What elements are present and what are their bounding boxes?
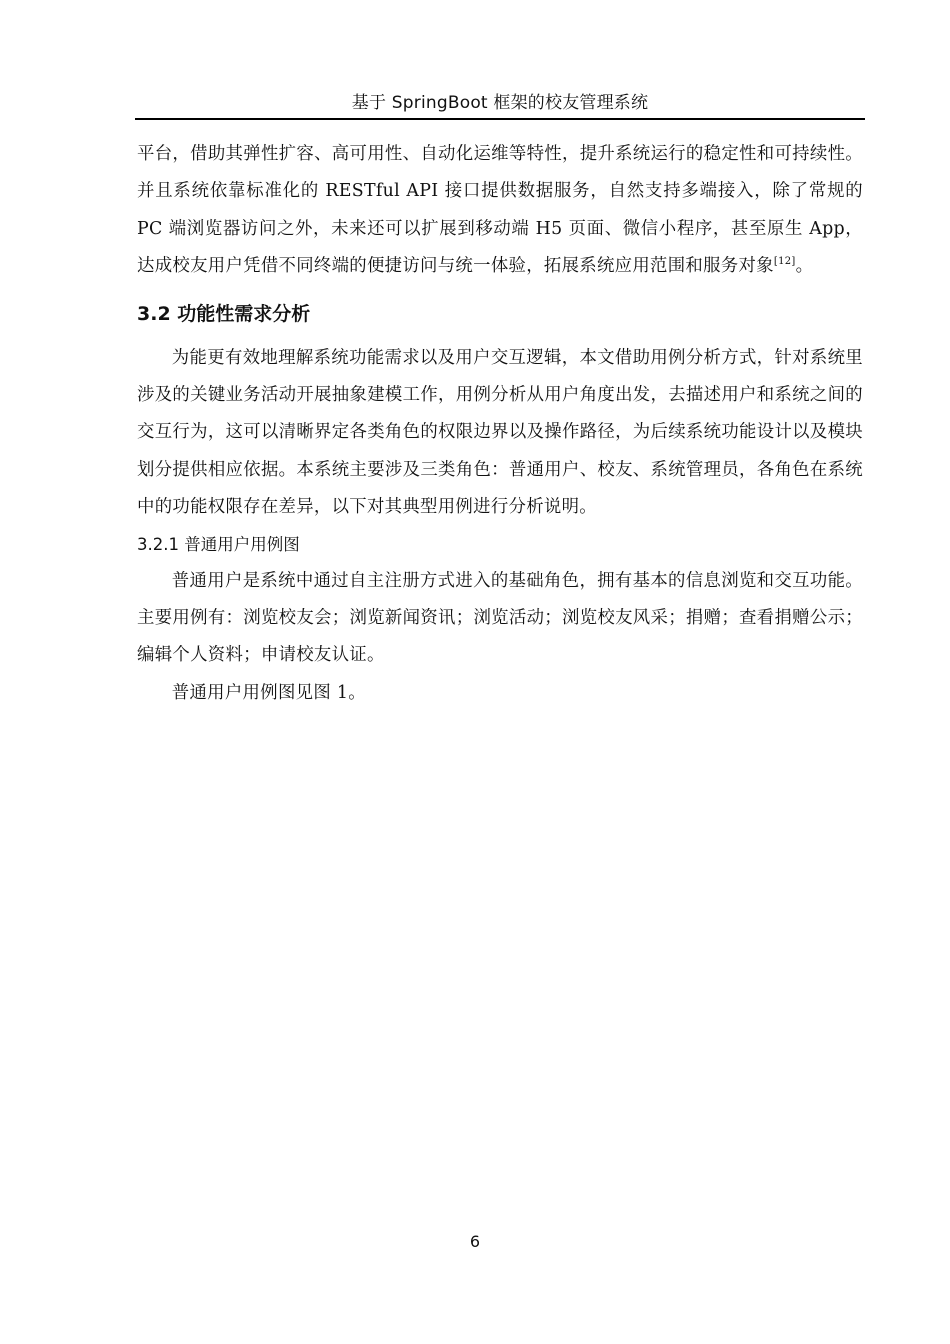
figure-reference-paragraph: 普通用户用例图见图 1。	[171, 682, 366, 703]
header-rule	[135, 118, 865, 120]
continued-paragraph-end: 。	[795, 256, 814, 277]
section-heading: 3.2 功能性需求分析	[137, 302, 311, 325]
citation-marker: [12]	[773, 256, 796, 268]
page-number: 6	[469, 1232, 481, 1251]
subsection-heading: 3.2.1 普通用户用例图	[137, 534, 300, 554]
running-header: 基于 SpringBoot 框架的校友管理系统	[351, 93, 649, 113]
page-body	[137, 136, 863, 712]
section-paragraph: 为能更有效地理解系统功能需求以及用户交互逻辑，本文借助用例分析方式，针对系统里涉及的关键业务活动开展抽象建模工作，用例分析从用户角度出发，去描述用户和系统之间的交互行为，这可以清晰界定各类角色的权限边界以及操作路径，为后续系统功能设计以及模块划分提供相应依据。本系统主要涉及三类角色：普通用户、校友、系统管理员，各角色在系统中的功能权限存在差异，以下对其典型用例进行分析说明。	[137, 347, 863, 518]
subsection-paragraph: 普通用户是系统中通过自主注册方式进入的基础角色，拥有基本的信息浏览和交互功能。主要用例有：浏览校友会；浏览新闻资讯；浏览活动；浏览校友风采；捐赠；查看捐赠公示；编辑个人资料；申请校友认证。	[137, 570, 863, 666]
continued-paragraph	[137, 136, 863, 286]
continued-paragraph-text: 平台，借助其弹性扩容、高可用性、自动化运维等特性，提升系统运行的稳定性和可持续性。并且系统依靠标准化的 RESTful API 接口提供数据服务，自然支持多端接入，除了常规的 PC 端浏览器访问之外，未来还可以扩展到移动端 H5 页面、微信小程序，甚至原生 App，达成校友用户凭借不同终端的便捷访问与统一体验，拓展系统应用范围和服务对象	[137, 144, 863, 277]
